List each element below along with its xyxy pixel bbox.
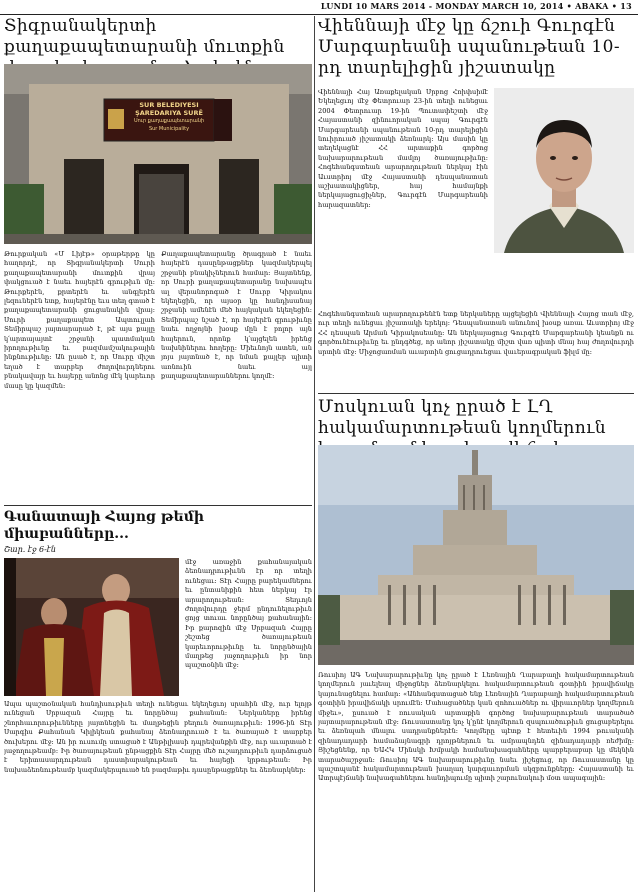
clergy-photo (4, 558, 179, 696)
clergy-photo-illustration (4, 558, 179, 696)
article-left-2-full: Ապա պաշտօնական հանդիսութիւն տեղի ունեցաւ եկեղեցւոյ սրահին մէջ, ուր ելոյթ ունեցան Սրբազան Հայրը եւ նորընծայ քահանան։ Ներկաները իրենց շնորհաւորութիւնները յայտնեցին եւ մաղթեցին բեղուն ծառայութիւն։ 1996-ին Տէր Սարգիս Քահանան Կիլիկեան քահանայ ձեռնադրուած է եւ ծառայած է տարբեր ծուխերու մէջ։ Ան իր ուսումը ստացած է Անթիլիասի դպրեվանքին մէջ, ուր աւարտած է յաջողութեամբ։ Իր ծառայութեան ընթացքին Տէր Հայրը մեծ ուշադրութիւն դարձուցած է երիտասարդութեան դաստիարակութեան եւ հայեցի կրթութեան։ Իր նախաձեռնութեամբ կազմակերպուած են բազմաթիւ դասընթացքներ եւ ձեռնարկներ։ (4, 700, 312, 774)
ministry-building-photo (318, 445, 634, 665)
article-left-1-body (4, 250, 312, 502)
article-left-1-col2: Քաղաքապետարանը ծրագրած է նաեւ հայերէն դասընթացքներ կազմակերպել շրջանի բնակիչներուն համար։ Յայտնենք, որ Սուրի քաղաքապետարանը նախապէս ալ վերանորոգած է Սուրբ Կիրակոս եկեղեցին, որ այսօր կը հանդիսանայ շրջանի ամենէն մեծ հայկական եկեղեցին։ Տեմիրպաշ նշած է, որ հայերէն գրութիւնը նաեւ ողջոյնի խօսք մըն է բոլոր այն հայերուն, որոնք կ՛այցելեն իրենց նախնիներու հողերը։ Միեւնոյն ատեն, ան յոյս յայտնած է, որ նման քայլեր պիտի առնուին նաեւ այլ քաղաքապետարաններու կողմէ։ (161, 250, 312, 381)
section-rule (4, 505, 312, 506)
article-right-1-text2: Հոգեհանգստեան արարողութենէն ետք ներկաները այցելեցին Վիեննայի Հայոց տան մէջ, ուր տեղի ունեցաւ յիշատակի երեկոյ։ Դեսպանատան անունով խօսք առաւ Աւստրիոյ մէջ ՀՀ դեսպան Արման Կիրակոսեանը։ Ան ներկայացուց Գուրգէն Մարգարեանի կեանքն ու գործունէութիւնը եւ ընդգծեց, որ անոր յիշատակը միշտ վառ պիտի մնայ հայ ժողովուրդի սրտին մէջ։ Միջոցառման աւարտին ցուցադրուեցաւ վաւերագրական ֆիլմ մը։ (318, 310, 634, 356)
dateline: LUNDI 10 MARS 2014 - MONDAY MARCH 10, 2014 • ABAKA • 13 (320, 1, 632, 11)
headline-right-2: Մոսկուան կոչ ըրած է ԼՂ հակամարտութեան կողմերուն (318, 397, 607, 438)
sign-line-4: Sur Municipality (148, 126, 190, 132)
building-photo-illustration (4, 64, 312, 244)
right-column (318, 16, 634, 891)
municipality-sign (126, 101, 212, 133)
building-photo (4, 64, 312, 244)
sign-line-3: Սուր քաղաքապետարանի (133, 118, 205, 124)
column-divider (314, 16, 315, 892)
article-left-2-right-col: մէջ առաջին քահանայական ձեռնադրութիւնն էր որ տեղի ունեցաւ։ Տէր Հայրը բարեկամներու եւ ընտանիքին հետ ներկայ էր արարողութեան։ Տեղւոյն ժողովուրդը ջերմ ընդունելութիւն ցոյց տուաւ նորընծայ քահանային։ Իր քարոզին մէջ Սրբազան Հայրը շեշտեց ծառայութեան կարեւորութիւնը եւ նորընծային մաղթեց յաջողութիւն իր նոր պաշտօնին մէջ։ (185, 558, 312, 670)
section-rule-right (318, 393, 634, 394)
sign-line-2: ŞAREDARIYA SURÊ (135, 109, 203, 117)
article-left-1-col1: Թուրքական «Մ Լիյէթ» օրաթերթը կը հաղորդէ, որ Տիգրանակերտի Սուրի քաղաքապետարանի մուտքին վրայ փակցուած է նաեւ հայերէն գրութիւն մը։ Թուրքերէն, քրտերէն եւ անգլերէն լեզուներէն ետք, հայերէնը եւս տեղ գտած է քաղաքապետարանի ցուցանակին վրայ։ Սուրի քաղաքապետ Ապտուլլահ Տեմիրպաշ յայտարարած է, թէ այս քայլը կ՛արտայայտէ շրջանի պատմական իրողութիւնը եւ բազմամշակութային ինքնութիւնը։ Ան ըսած է, որ Սուրը միշտ եղած է տարբեր ժողովուրդներու բնակավայր եւ հայերը անոնց մէկ կարեւոր մասը կը կազմեն։ (4, 250, 155, 390)
headline-right-1: Վիեննայի մէջ կը ճշուի Գուրգէն Մարգարեանի սպանութեան 10-րդ տարելիցին յիշատակը (318, 16, 620, 78)
portrait-illustration (494, 88, 634, 253)
portrait-photo (494, 88, 634, 253)
continued-note: Շար. էջ 6-էն (4, 545, 56, 554)
article-right-1-top (318, 88, 634, 308)
ministry-building-illustration (318, 445, 634, 665)
page-header (0, 0, 638, 15)
article-right-2-text: Ռուսիոյ ԱԳ Նախարարութիւնը կոչ ըրած է Լեռնային Ղարաբաղի հակամարտութեան կողմերուն յաւելեալ միջոցներ ձեռնարկելու հակամարտութեան գօտիին իրավիճակը կայունացնելու համար։ «Անհանգստացած ենք Լեռնային Ղարաբաղի հակամարտութեան գօտիին իրավիճակի սրումէն։ Մահացածներ կան զոհուածներ ու վիրաւորներ կողմերուն միջեւ», ըսուած է ռուսական արտաքին գործոց նախարարութեան տարածած յայտարարութեան մէջ։ Ռուսաստանը կոչ կ՛ընէ կողմերուն զսպուածութիւն ցուցաբերելու եւ ձեռնպահ մնալու սադրանքներէն։ Կողմերը պէտք է հետեւին 1994 թուականի զինադադարի համաձայնագրի դրոյթներուն եւ ամրապնդեն զինադադարի ռեժիմը։ Յիշեցնենք, որ ԵԱՀԿ Մինսկի Խմբակի համանախագահները պարբերաբար կը մեկնին տարածաշրջան։ Ռուսիոյ ԱԳ նախարարութիւնը նաեւ յիշեցուց, որ Ռուսաստանը կը պաշտպանէ հակամարտութեան խաղաղ կարգաւորման սկզբունքները։ Հայաստանի եւ Ատրպէյճանի նախագահներու հանդիպումը պիտի շարունակուի մօտ ապագային։ (318, 671, 634, 783)
article-left-2-top (4, 558, 312, 696)
headline-left-1: Տիգրանակերտի քաղաքապետարանի մուտքին (4, 16, 285, 57)
headline-left-2: Գանատայի Հայոց թեմի միաբանները... (4, 509, 204, 542)
article-right-1-text1: Վիեննայի Հայ Առաքելական Սրբոց Հռիփսիմէ Եկեղեցւոյ մէջ Փետրուար 23-ին տեղի ունեցաւ 2004 Փետրուար 19-ին Պուտափեշտի մէջ Հայաստանի զինուորական սպայ Գուրգէն Մարգարեանի սպանութեան 10-րդ տարելիցին նուիրուած յիշատակի ձեռնարկ։ Այս մասին կը տեղեկացնէ ՀՀ արտաքին գործոց նախարարութեան մամլոյ ծառայութիւնը։ Հոգեհանգստեան արարողութեան ներկայ էին Աւստրիոյ մէջ Հայաստանի դեսպանատան աշխատակիցներ, հայ համայնքի ներկայացուցիչներ, Գուրգէն Մարգարեանի հարազատներ։ (318, 88, 488, 209)
sign-line-1: SUR BELEDIYESI (139, 101, 199, 109)
left-column (4, 16, 312, 890)
